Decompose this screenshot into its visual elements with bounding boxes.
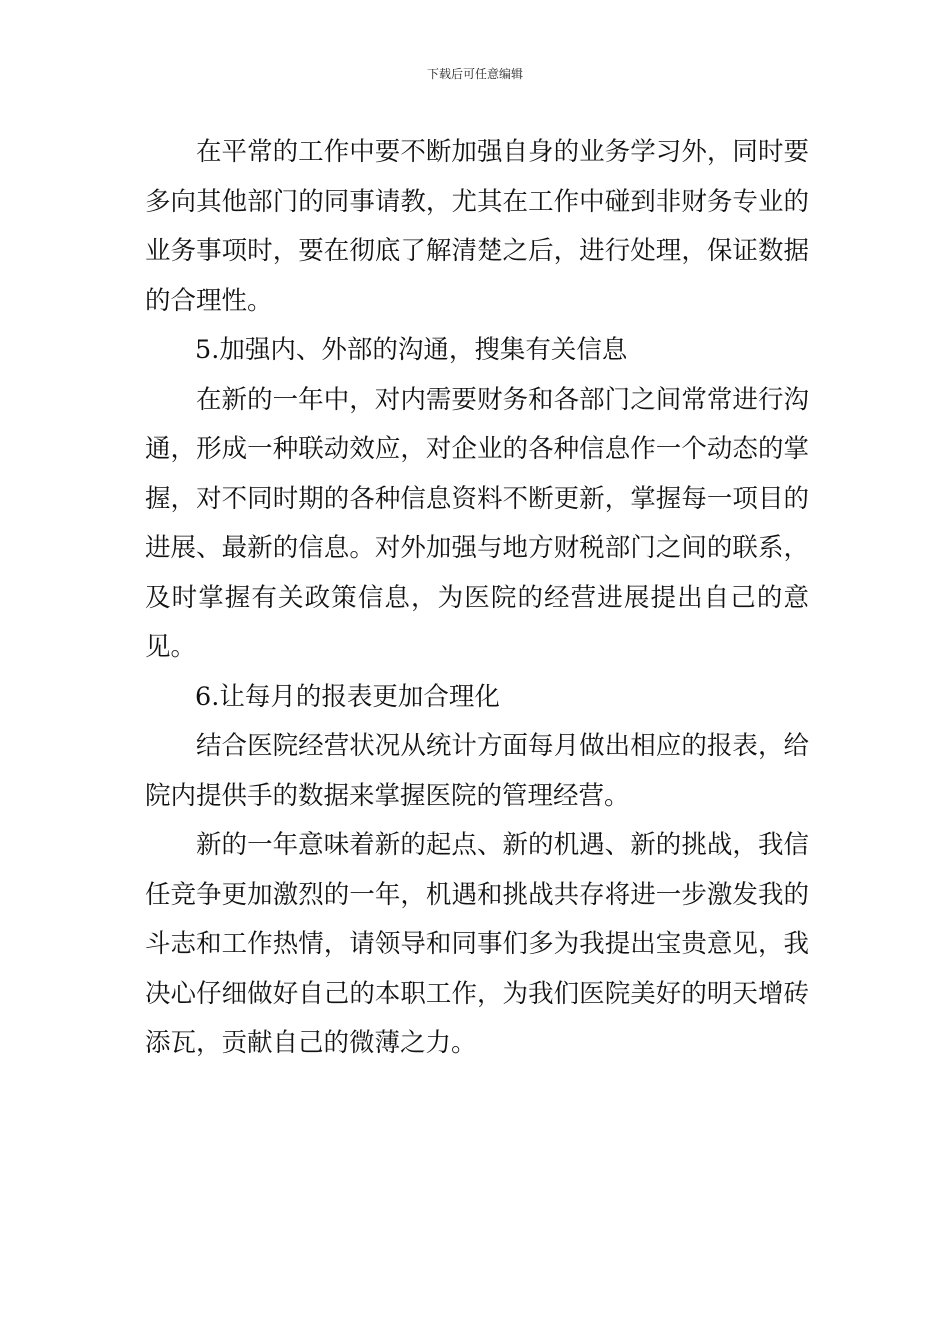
page-header: 下载后可任意编辑 (426, 67, 523, 81)
paragraph-4: 新的一年意味着新的起点、新的机遇、新的挑战，我信任竞争更加激烈的一年，机遇和挑战共存将进一步激发我的斗志和工作热情，请领导和同事们多为我提出宝贵意见，我决心仔细做好自己的本职工作，为我们医院美好的明天增砖添瓦，贡献自己的微薄之力。 (145, 830, 809, 1058)
paragraph-1: 在平常的工作中要不断加强自身的业务学习外，同时要多向其他部门的同事请教，尤其在工作中碰到非财务专业的业务事项时，要在彻底了解清楚之后，进行处理，保证数据的合理性。 (145, 137, 809, 316)
paragraph-2: 在新的一年中，对内需要财务和各部门之间常常进行沟通，形成一种联动效应，对企业的各种信息作一个动态的掌握，对不同时期的各种信息资料不断更新，掌握每一项目的进展、最新的信息。对外加强与地方财税部门之间的联系，及时掌握有关政策信息，为医院的经营进展提出自己的意见。 (145, 384, 809, 662)
section-heading-6: 6.让每月的报表更加合理化 (195, 681, 500, 712)
document-body (145, 128, 809, 1069)
section-heading-5: 5.加强内、外部的沟通，搜集有关信息 (195, 335, 628, 365)
paragraph-3: 结合医院经营状况从统计方面每月做出相应的报表，给院内提供手的数据来掌握医院的管理经营。 (145, 731, 809, 811)
